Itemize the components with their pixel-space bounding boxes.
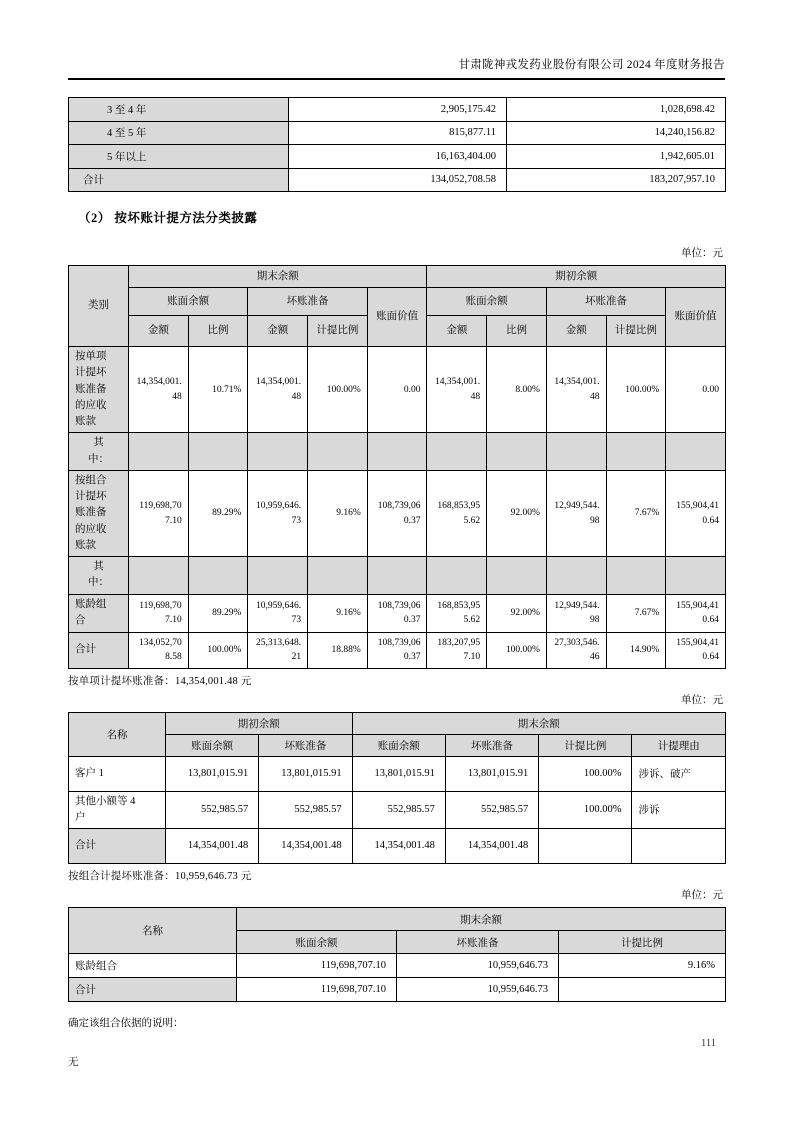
empty-cell: [539, 829, 632, 864]
value-cell: 89.29%: [188, 594, 248, 632]
header-provision-reason: 计提理由: [632, 734, 726, 756]
value-cell: 18.88%: [308, 632, 368, 668]
value-cell: 14.90%: [606, 632, 666, 668]
value-cell: 168,853,955.62: [427, 594, 487, 632]
table-row: [69, 978, 726, 1002]
reason-cell: 涉诉: [632, 791, 726, 829]
empty-cell: [487, 557, 547, 595]
header-category: 类别: [69, 266, 129, 347]
empty-cell: [666, 433, 726, 471]
header-bad-debt-provision: 坏账准备: [248, 288, 367, 316]
aging-label-cell: 3 至 4 年: [69, 98, 289, 122]
table-header-row: [69, 908, 726, 931]
value-cell: 10,959,646.73: [248, 470, 308, 556]
header-book-balance: 账面余额: [129, 288, 248, 316]
unit-label: 单位：元: [681, 248, 723, 259]
value-cell: 89.29%: [188, 470, 248, 556]
value-cell: 9.16%: [308, 470, 368, 556]
category-cell: 其中：: [69, 557, 129, 595]
aging-ending-cell: 134,052,708.58: [289, 168, 507, 192]
empty-cell: [188, 557, 248, 595]
table-header-row: [69, 712, 726, 734]
total-label-cell: 合计: [69, 632, 129, 668]
value-cell: 100.00%: [539, 756, 632, 791]
aging-ending-cell: 815,877.11: [289, 121, 507, 145]
value-cell: 100.00%: [487, 632, 547, 668]
empty-cell: [248, 433, 308, 471]
table-row: [69, 829, 726, 864]
table-row: [69, 954, 726, 978]
value-cell: 10.71%: [188, 347, 248, 433]
category-cell: 按组合计提坏账准备的应收账款: [69, 470, 129, 556]
report-header: [68, 0, 725, 80]
value-cell: 8.00%: [487, 347, 547, 433]
empty-cell: [129, 557, 189, 595]
value-cell: 7.67%: [606, 594, 666, 632]
empty-cell: [427, 557, 487, 595]
empty-cell: [606, 433, 666, 471]
page-number: 111: [701, 1038, 716, 1049]
value-cell: 14,354,001.48: [166, 829, 259, 864]
header-bad-debt-provision: 坏账准备: [445, 734, 538, 756]
value-cell: 119,698,707.10: [237, 978, 397, 1002]
header-ratio: 比例: [188, 316, 248, 347]
category-cell: 账龄组合: [69, 594, 129, 632]
header-name: 名称: [69, 908, 237, 954]
header-ratio: 比例: [487, 316, 547, 347]
aging-beginning-cell: 14,240,156.82: [507, 121, 726, 145]
header-provision-ratio: 计提比例: [559, 931, 726, 954]
aging-beginning-cell: 1,942,605.01: [507, 145, 726, 169]
value-cell: 14,354,001.48: [129, 347, 189, 433]
value-cell: 92.00%: [487, 594, 547, 632]
value-cell: 14,354,001.48: [427, 347, 487, 433]
aging-ending-cell: 16,163,404.00: [289, 145, 507, 169]
value-cell: 0.00: [367, 347, 427, 433]
header-bad-debt-provision: 坏账准备: [546, 288, 665, 316]
category-cell: 按单项计提坏账准备的应收账款: [69, 347, 129, 433]
value-cell: 134,052,708.58: [129, 632, 189, 668]
table-row: [69, 433, 726, 471]
value-cell: 14,354,001.48: [352, 829, 445, 864]
value-cell: 119,698,707.10: [237, 954, 397, 978]
value-cell: 9.16%: [308, 594, 368, 632]
unit-label: 单位：元: [681, 890, 723, 902]
portfolio-provision-table: [68, 907, 726, 1002]
value-cell: 14,354,001.48: [248, 347, 308, 433]
value-cell: 108,739,060.37: [367, 470, 427, 556]
table-row: [69, 470, 726, 556]
table-row: [69, 145, 726, 169]
header-beginning-balance: 期初余额: [427, 266, 725, 288]
value-cell: 13,801,015.91: [352, 756, 445, 791]
basis-explanation-value: 无: [68, 1057, 79, 1069]
header-name: 名称: [69, 712, 166, 756]
value-cell: 100.00%: [539, 791, 632, 829]
table-row: [69, 594, 726, 632]
table-row: [69, 98, 726, 122]
header-book-balance: 账面余额: [352, 734, 445, 756]
header-book-value: 账面价值: [367, 288, 427, 347]
value-cell: 119,698,707.10: [129, 594, 189, 632]
aging-table: [68, 97, 726, 192]
value-cell: 155,904,410.64: [666, 632, 726, 668]
header-amount: 金额: [546, 316, 606, 347]
empty-cell: [559, 978, 726, 1002]
aging-label-cell: 4 至 5 年: [69, 121, 289, 145]
header-provision-ratio: 计提比例: [606, 316, 666, 347]
value-cell: 168,853,955.62: [427, 470, 487, 556]
empty-cell: [487, 433, 547, 471]
category-cell: 其中：: [69, 433, 129, 471]
empty-cell: [248, 557, 308, 595]
value-cell: 108,739,060.37: [367, 594, 427, 632]
value-cell: 10,959,646.73: [397, 954, 559, 978]
value-cell: 552,985.57: [352, 791, 445, 829]
value-cell: 13,801,015.91: [259, 756, 352, 791]
page-content: [68, 0, 725, 1069]
value-cell: 155,904,410.64: [666, 470, 726, 556]
table-row: [69, 791, 726, 829]
header-ending-balance: 期末余额: [352, 712, 725, 734]
value-cell: 155,904,410.64: [666, 594, 726, 632]
value-cell: 0.00: [666, 347, 726, 433]
aging-beginning-cell: 1,028,698.42: [507, 98, 726, 122]
aging-beginning-cell: 183,207,957.10: [507, 168, 726, 192]
value-cell: 13,801,015.91: [445, 756, 538, 791]
value-cell: 552,985.57: [166, 791, 259, 829]
value-cell: 100.00%: [308, 347, 368, 433]
empty-cell: [308, 557, 368, 595]
value-cell: 27,303,546.46: [546, 632, 606, 668]
empty-cell: [427, 433, 487, 471]
value-cell: 14,354,001.48: [259, 829, 352, 864]
value-cell: 14,354,001.48: [445, 829, 538, 864]
header-bad-debt-provision: 坏账准备: [397, 931, 559, 954]
value-cell: 119,698,707.10: [129, 470, 189, 556]
empty-cell: [666, 557, 726, 595]
value-cell: 13,801,015.91: [166, 756, 259, 791]
value-cell: 100.00%: [606, 347, 666, 433]
value-cell: 25,313,648.21: [248, 632, 308, 668]
value-cell: 183,207,957.10: [427, 632, 487, 668]
aging-ending-cell: 2,905,175.42: [289, 98, 507, 122]
value-cell: 10,959,646.73: [397, 978, 559, 1002]
header-amount: 金额: [129, 316, 189, 347]
value-cell: 100.00%: [188, 632, 248, 668]
value-cell: 12,949,544.98: [546, 470, 606, 556]
empty-cell: [308, 433, 368, 471]
aging-total-label-cell: 合计: [69, 168, 289, 192]
value-cell: 12,949,544.98: [546, 594, 606, 632]
total-label-cell: 合计: [69, 978, 237, 1002]
reason-cell: 涉诉、破产: [632, 756, 726, 791]
header-book-balance: 账面余额: [237, 931, 397, 954]
empty-cell: [606, 557, 666, 595]
portfolio-provision-note: 按组合计提坏账准备：10,959,646.73 元: [68, 871, 252, 883]
method-classification-table: [68, 265, 726, 669]
header-book-value: 账面价值: [666, 288, 726, 347]
table-row: [69, 121, 726, 145]
header-amount: 金额: [427, 316, 487, 347]
header-provision-ratio: 计提比例: [539, 734, 632, 756]
table-header-row: [69, 288, 726, 316]
value-cell: 14,354,001.48: [546, 347, 606, 433]
table-row: [69, 756, 726, 791]
empty-cell: [188, 433, 248, 471]
header-bad-debt-provision: 坏账准备: [259, 734, 352, 756]
aging-label-cell: 5 年以上: [69, 145, 289, 169]
empty-cell: [632, 829, 726, 864]
value-cell: 92.00%: [487, 470, 547, 556]
individual-provision-note: 按单项计提坏账准备：14,354,001.48 元: [68, 675, 252, 687]
empty-cell: [367, 433, 427, 471]
report-title: 甘肃陇神戎发药业股份有限公司 2024 年度财务报告: [458, 59, 725, 71]
value-cell: 10,959,646.73: [248, 594, 308, 632]
individual-provision-table: [68, 712, 726, 865]
table-header-row: [69, 734, 726, 756]
value-cell: 552,985.57: [259, 791, 352, 829]
table-row: [69, 632, 726, 668]
empty-cell: [367, 557, 427, 595]
section-title: （2） 按坏账计提方法分类披露: [78, 211, 258, 225]
table-row: [69, 557, 726, 595]
empty-cell: [546, 557, 606, 595]
header-amount: 金额: [248, 316, 308, 347]
header-beginning-balance: 期初余额: [166, 712, 353, 734]
value-cell: 552,985.57: [445, 791, 538, 829]
table-row: [69, 168, 726, 192]
name-cell: 账龄组合: [69, 954, 237, 978]
total-label-cell: 合计: [69, 829, 166, 864]
header-ending-balance: 期末余额: [237, 908, 726, 931]
table-row: [69, 347, 726, 433]
table-header-row: [69, 266, 726, 288]
empty-cell: [546, 433, 606, 471]
basis-explanation-label: 确定该组合依据的说明：: [68, 1018, 184, 1030]
name-cell: 其他小额等 4 户: [69, 791, 166, 829]
empty-cell: [129, 433, 189, 471]
value-cell: 108,739,060.37: [367, 632, 427, 668]
header-book-balance: 账面余额: [166, 734, 259, 756]
value-cell: 7.67%: [606, 470, 666, 556]
unit-label: 单位：元: [681, 694, 723, 706]
header-book-balance: 账面余额: [427, 288, 546, 316]
header-ending-balance: 期末余额: [129, 266, 427, 288]
name-cell: 客户 1: [69, 756, 166, 791]
header-provision-ratio: 计提比例: [308, 316, 368, 347]
value-cell: 9.16%: [559, 954, 726, 978]
